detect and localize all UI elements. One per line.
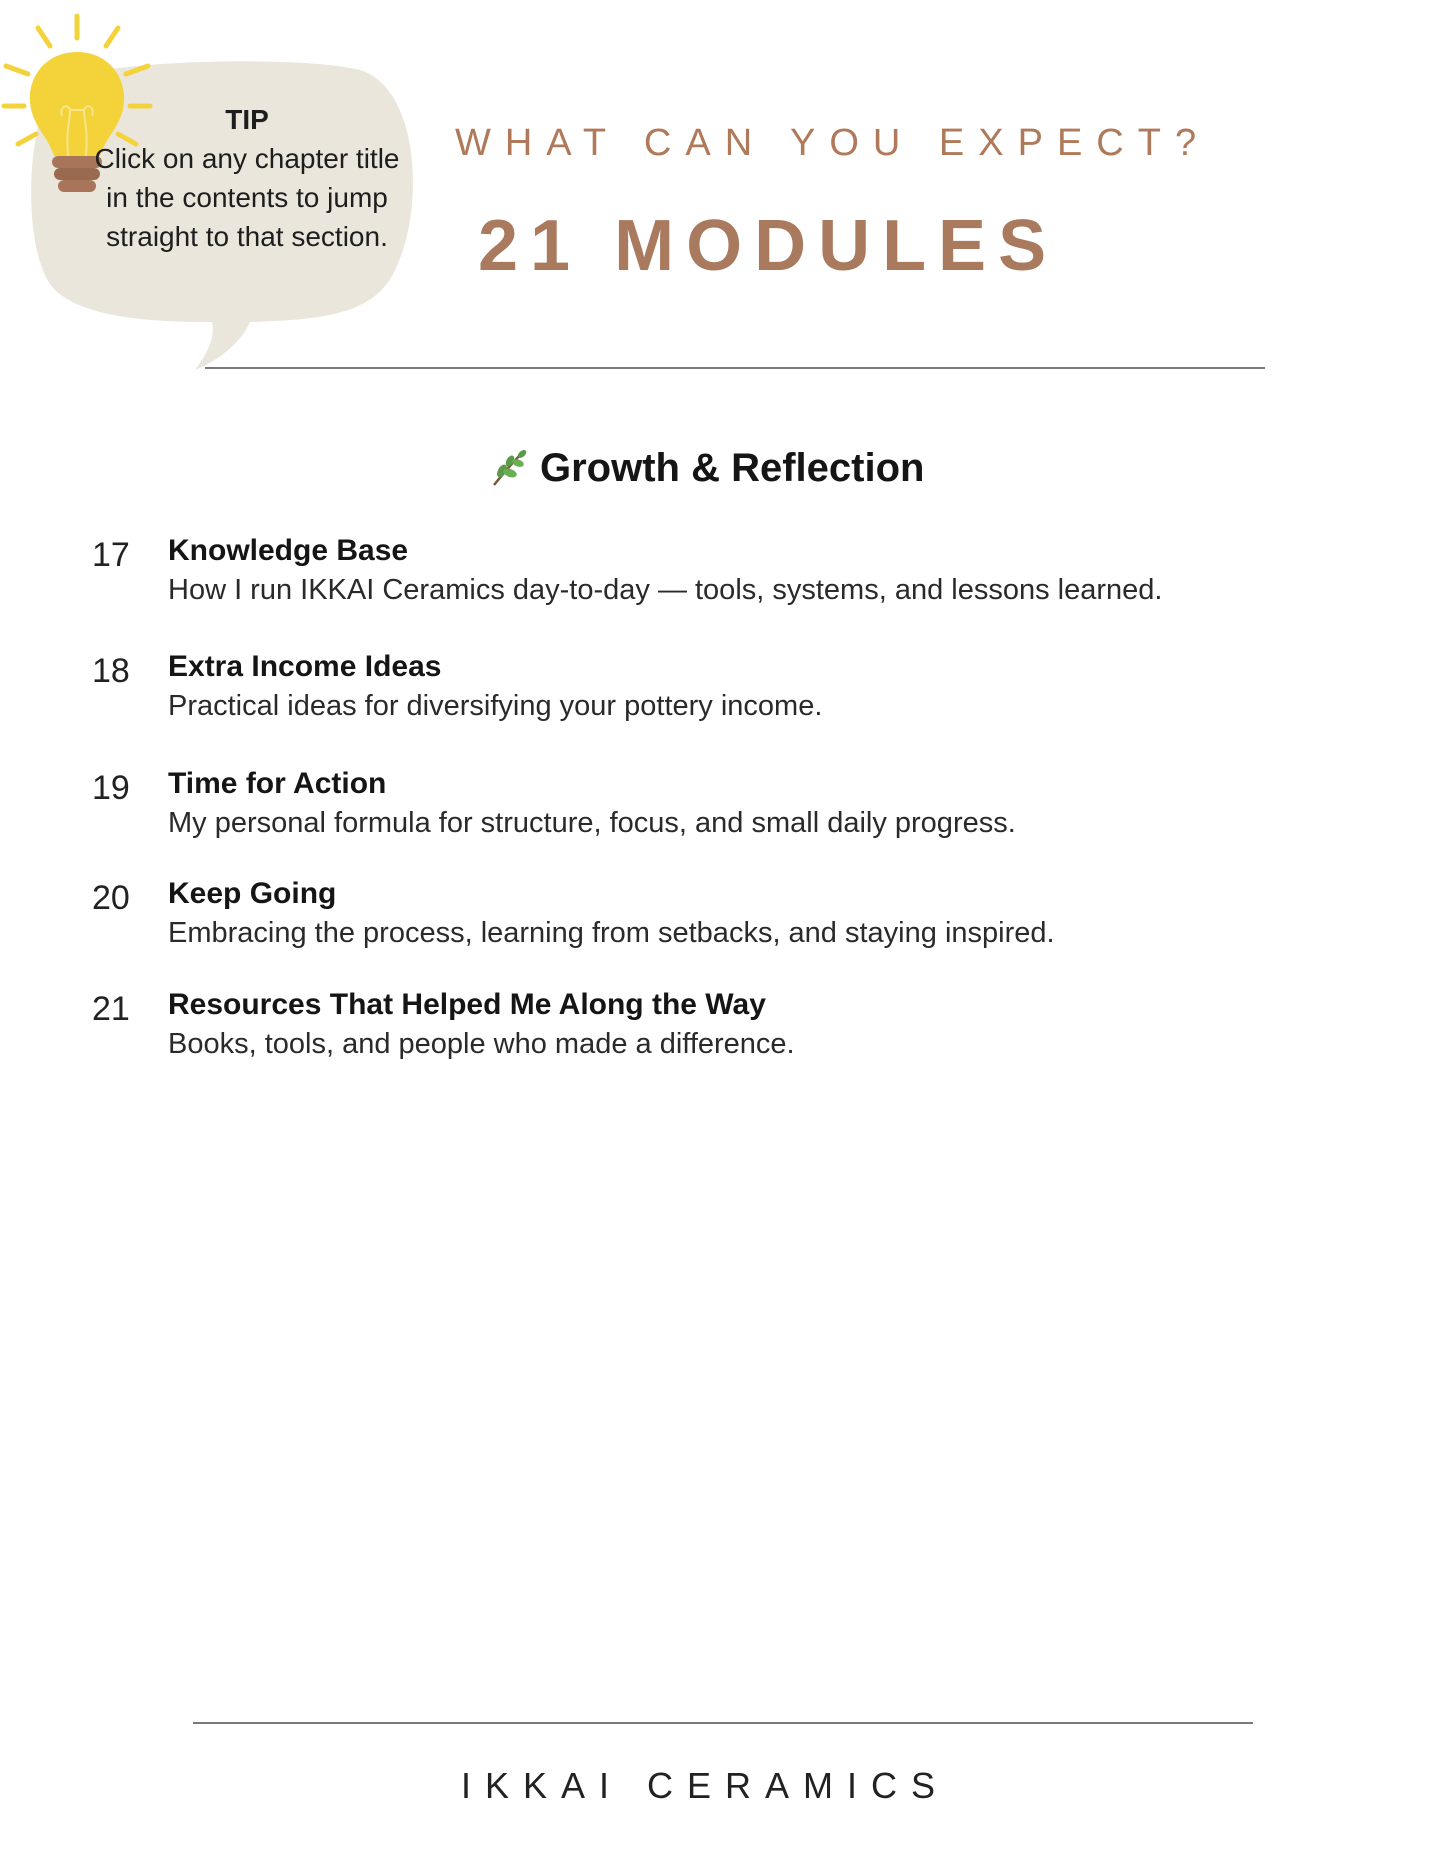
herb-sprig-icon [488,447,530,489]
tip-body: Click on any chapter title in the contents to jump straight to that section. [94,143,400,252]
tip-title: TIP [225,104,269,135]
module-body [168,986,1288,1064]
module-title-link[interactable]: Keep Going [168,877,337,910]
module-description: Books, tools, and people who made a difference. [168,1028,795,1060]
module-title-link[interactable]: Extra Income Ideas [168,650,442,683]
section-heading [488,440,924,496]
module-description: Practical ideas for diversifying your pottery income. [168,690,823,722]
page-kicker: WHAT CAN YOU EXPECT? [455,122,1211,164]
module-body [168,875,1288,953]
tip-text [92,100,402,256]
module-body [168,648,1288,726]
module-title-link[interactable]: Knowledge Base [168,534,409,567]
module-number: 19 [92,769,130,807]
divider-bottom [193,1722,1253,1724]
module-number: 21 [92,990,130,1028]
module-description: How I run IKKAI Ceramics day-to-day — tools, systems, and lessons learned. [168,574,1163,606]
module-number: 20 [92,879,130,917]
module-body [168,532,1288,610]
divider-top [205,367,1265,369]
module-title-link[interactable]: Resources That Helped Me Along the Way [168,988,766,1021]
page-title: 21 MODULES [478,206,1059,286]
section-title: Growth & Reflection [540,445,925,490]
footer-brand: IKKAI CERAMICS [460,1765,950,1806]
tip-callout [0,0,440,370]
module-description: Embracing the process, learning from setbacks, and staying inspired. [168,917,1055,949]
module-description: My personal formula for structure, focus, and small daily progress. [168,807,1016,839]
module-title-link[interactable]: Time for Action [168,767,387,800]
module-body [168,765,1288,843]
module-number: 17 [92,536,130,574]
module-number: 18 [92,652,130,690]
